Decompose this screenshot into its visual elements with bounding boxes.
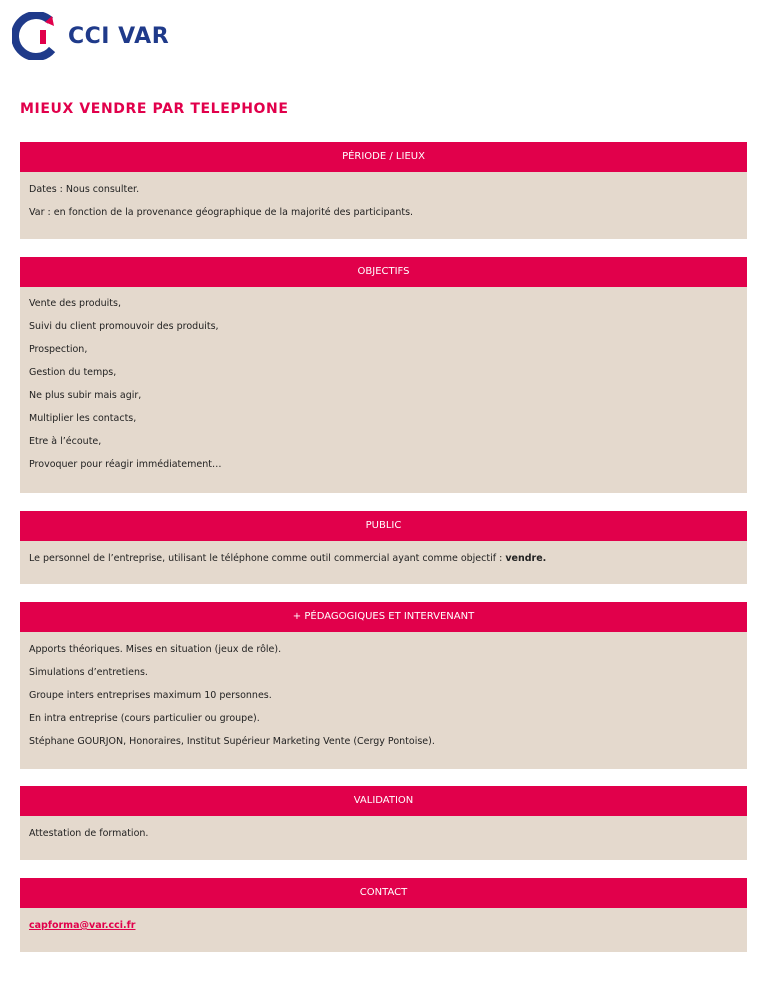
section-header: + PÉDAGOGIQUES ET INTERVENANT	[20, 602, 747, 632]
text-line: Suivi du client promouvoir des produits,	[29, 321, 219, 332]
text-line: Var : en fonction de la provenance géographique de la majorité des participants.	[29, 207, 414, 218]
text-line: Stéphane GOURJON, Honoraires, Institut Supérieur Marketing Vente (Cergy Pontoise).	[29, 736, 435, 747]
section-objectifs	[20, 257, 747, 493]
text-line: Etre à l’écoute,	[29, 436, 102, 447]
public-bold-text: vendre.	[505, 553, 547, 564]
page-title: MIEUX VENDRE PAR TELEPHONE	[20, 101, 289, 117]
section-header: VALIDATION	[20, 786, 747, 816]
section-body	[20, 287, 747, 493]
text-line	[29, 914, 747, 937]
section-header: CONTACT	[20, 878, 747, 908]
section-body	[20, 908, 747, 952]
cci-var-logo	[12, 10, 169, 62]
contact-email-link[interactable]: capforma@var.cci.fr	[29, 920, 136, 931]
section-header: PUBLIC	[20, 511, 747, 541]
text-line: Attestation de formation.	[29, 828, 149, 839]
text-line: Provoquer pour réagir immédiatement…	[29, 459, 222, 470]
text-line: Apports théoriques. Mises en situation (jeux de rôle).	[29, 644, 282, 655]
text-line: Vente des produits,	[29, 298, 121, 309]
section-contact	[20, 878, 747, 952]
section-header: PÉRIODE / LIEUX	[20, 142, 747, 172]
section-body	[20, 541, 747, 584]
section-header: OBJECTIFS	[20, 257, 747, 287]
section-body	[20, 816, 747, 860]
cci-logo-icon	[12, 12, 60, 60]
text-line: Simulations d’entretiens.	[29, 667, 148, 678]
text-line: Groupe inters entreprises maximum 10 personnes.	[29, 690, 272, 701]
text-line: Ne plus subir mais agir,	[29, 390, 142, 401]
section-body	[20, 172, 747, 239]
text-line: En intra entreprise (cours particulier ou groupe).	[29, 713, 260, 724]
text-line: Prospection,	[29, 344, 88, 355]
section-periode	[20, 142, 747, 239]
logo-text: CCI VAR	[68, 23, 170, 49]
section-body	[20, 632, 747, 769]
section-pedagogiques	[20, 602, 747, 769]
section-validation	[20, 786, 747, 860]
text-line	[29, 547, 747, 570]
text-line: Dates : Nous consulter.	[29, 184, 140, 195]
text-line: Multiplier les contacts,	[29, 413, 137, 424]
public-text: Le personnel de l’entreprise, utilisant le téléphone comme outil commercial ayant comme objectif :	[29, 553, 506, 564]
section-public	[20, 511, 747, 584]
text-line: Gestion du temps,	[29, 367, 117, 378]
